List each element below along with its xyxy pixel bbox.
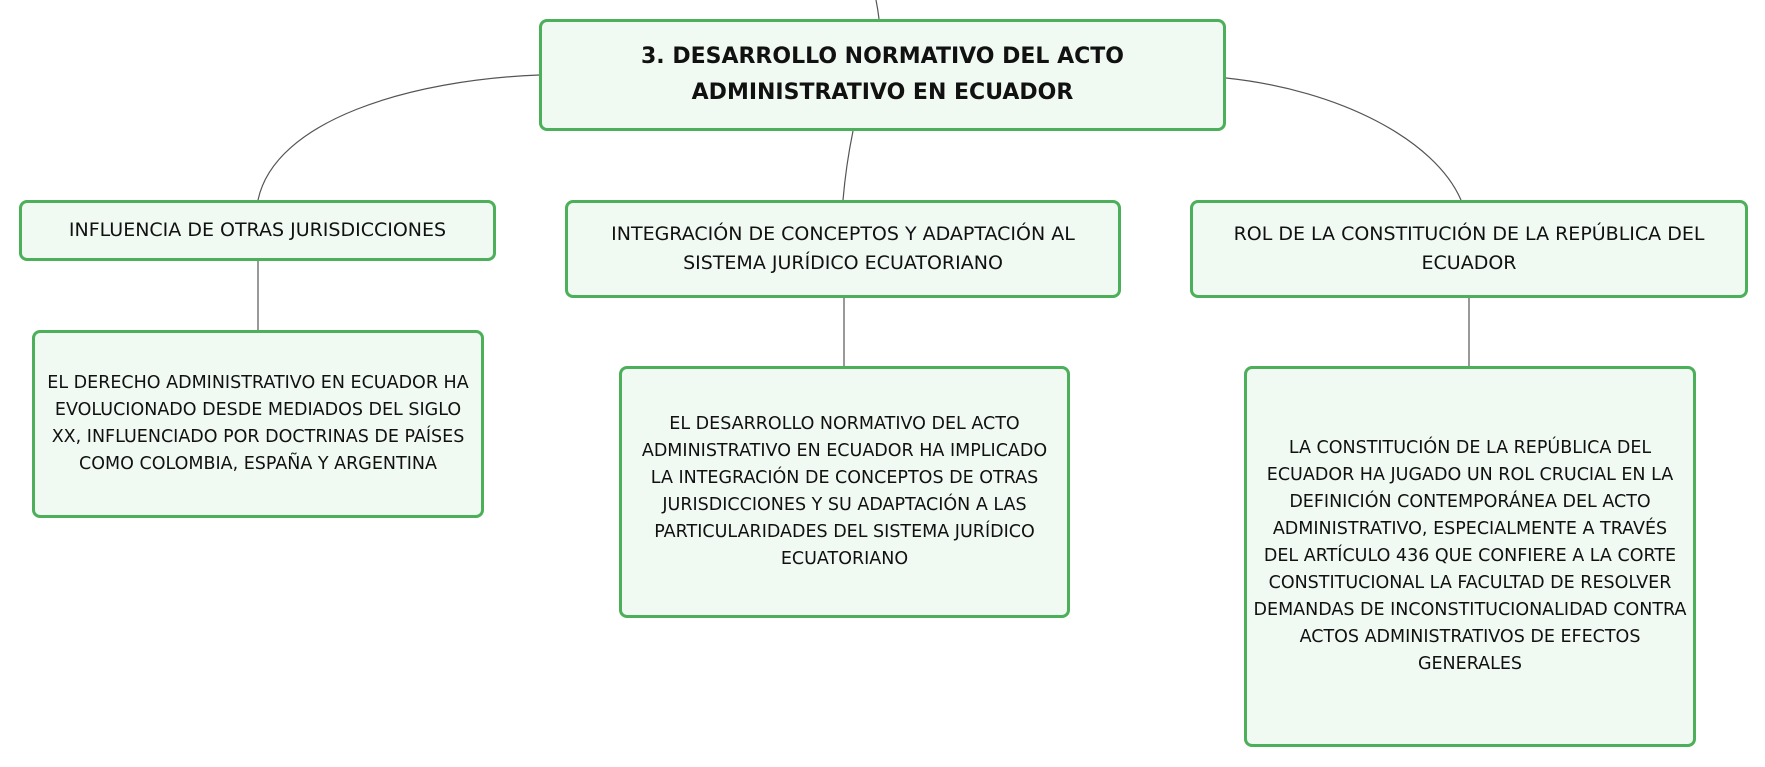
detail-node-text: LA CONSTITUCIÓN DE LA REPÚBLICA DEL ECUADOR HA JUGADO UN ROL CRUCIAL EN LA DEFINICIÓN CONTEMPORÁNEA DEL ACTO ADMINISTRATIVO, ESPECIALMENTE A TRAVÉS DEL ARTÍCULO 436 QUE CONFIERE A LA CORTE CONSTITUCIONAL LA FACULTAD DE RESOLVER DEMANDAS DE INCONSTITUCIONALIDAD CONTRA ACTOS ADMINISTRATIVOS DE EFECTOS GENERALES xyxy=(1253,438,1687,674)
detail-node-influencia[interactable] xyxy=(32,330,484,518)
connector-parent-to-root xyxy=(876,0,879,19)
detail-node-text: EL DESARROLLO NORMATIVO DEL ACTO ADMINISTRATIVO EN ECUADOR HA IMPLICADO LA INTEGRACIÓN DE CONCEPTOS DE OTRAS JURISDICCIONES Y SU ADAPTACIÓN A LAS PARTICULARIDADES DEL SISTEMA JURÍDICO ECUATORIANO xyxy=(641,414,1048,569)
connector-root-to-topic-1 xyxy=(258,75,539,200)
topic-node-label: ROL DE LA CONSTITUCIÓN DE LA REPÚBLICA DEL ECUADOR xyxy=(1233,223,1705,274)
topic-node-influencia[interactable] xyxy=(19,200,496,261)
root-node[interactable] xyxy=(539,19,1226,131)
detail-node-text: EL DERECHO ADMINISTRATIVO EN ECUADOR HA EVOLUCIONADO DESDE MEDIADOS DEL SIGLO XX, INFLUENCIADO POR DOCTRINAS DE PAÍSES COMO COLOMBIA, ESPAÑA Y ARGENTINA xyxy=(47,373,469,474)
detail-node-integracion[interactable] xyxy=(619,366,1070,618)
connector-root-to-topic-2 xyxy=(843,131,853,200)
topic-node-constitucion[interactable] xyxy=(1190,200,1748,298)
connector-root-to-topic-3 xyxy=(1226,78,1461,200)
detail-node-constitucion[interactable] xyxy=(1244,366,1696,747)
topic-node-integracion[interactable] xyxy=(565,200,1121,298)
topic-node-label: INTEGRACIÓN DE CONCEPTOS Y ADAPTACIÓN AL SISTEMA JURÍDICO ECUATORIANO xyxy=(611,223,1075,274)
root-node-label: 3. DESARROLLO NORMATIVO DEL ACTO ADMINISTRATIVO EN ECUADOR xyxy=(641,44,1124,105)
topic-node-label: INFLUENCIA DE OTRAS JURISDICCIONES xyxy=(68,219,447,241)
